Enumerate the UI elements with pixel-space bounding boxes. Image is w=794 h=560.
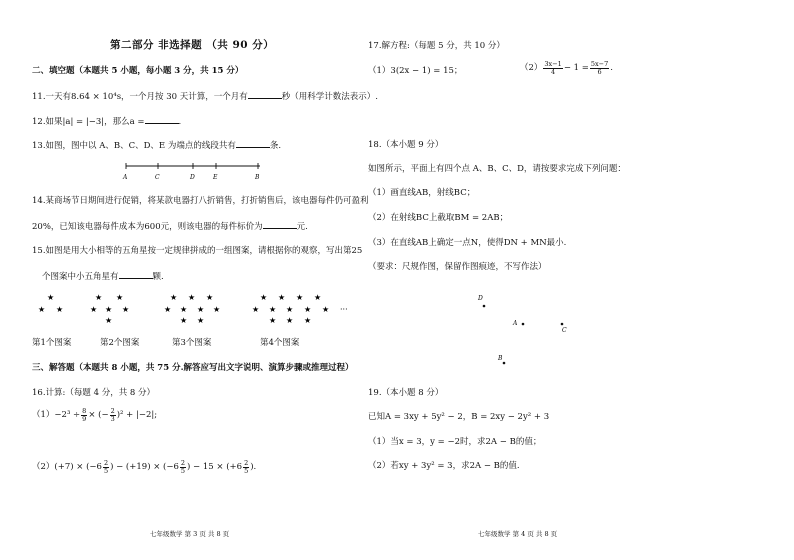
q16-1-mid: × (−: [88, 409, 109, 420]
fraction: $\frac{2}{5}$: [180, 459, 186, 475]
star-icon: ★: [38, 305, 46, 314]
star-patterns: [30, 290, 360, 330]
question-12-text-end: .: [178, 117, 182, 127]
star-icon: ★: [278, 293, 286, 302]
ellipsis: ···: [340, 305, 348, 314]
q16-2-text: ) − 15 × (+6: [187, 461, 243, 472]
point-label-a: A: [123, 174, 128, 180]
answer-section-heading: 三、解答题（本题共 8 小题，共 75 分.解答应写出文字说明、演算步骤或推理过程）: [32, 363, 354, 373]
point-label-a: A: [513, 320, 518, 327]
question-15-line1: 15.如图是用大小相等的五角星按一定规律拼成的一组图案，请根据你的观察，写出第25: [32, 246, 363, 256]
star-icon: ★: [269, 316, 277, 325]
question-14-text-end: 元.: [296, 222, 308, 232]
star-icon: ★: [322, 305, 330, 314]
star-icon: ★: [314, 293, 322, 302]
star-icon: ★: [269, 305, 277, 314]
question-18-note: （要求：尺规作图，保留作图痕迹，不写作法）: [368, 262, 547, 272]
fraction: $\frac{5x-7}{6}$: [590, 60, 609, 76]
answer-blank[interactable]: [248, 91, 282, 99]
question-16-part-1: [32, 408, 157, 422]
point-label-d: D: [190, 174, 195, 180]
right-page-footer: 七年级数学 第 4 页 共 8 页: [478, 530, 558, 538]
point-label-c: C: [562, 327, 567, 334]
star-icon: ★: [122, 305, 130, 314]
star-icon: ★: [56, 305, 64, 314]
fill-in-section-heading: 二、填空题（本题共 5 小题，每小题 3 分，共 15 分）: [32, 66, 244, 76]
question-13: [32, 140, 281, 152]
q16-1-prefix: （1）−2³ ÷: [32, 409, 81, 420]
question-11-text: 11.一天有8.64 × 10⁴s，一个月按 30 天计算，一个月有: [32, 92, 248, 102]
answer-blank[interactable]: [119, 271, 153, 279]
q16-1-suffix: )² + |−2|;: [116, 409, 158, 420]
point-c: [561, 323, 564, 326]
fraction: $\frac{2}{5}$: [244, 459, 249, 475]
star-icon: ★: [286, 305, 294, 314]
pattern-caption-3: 第3个图案: [172, 338, 212, 348]
star-icon: ★: [47, 293, 55, 302]
pattern-1: [38, 293, 63, 314]
question-15-text-end: 颗.: [152, 272, 164, 282]
star-icon: ★: [116, 293, 124, 302]
question-17-title: 17.解方程:（每题 5 分，共 10 分）: [368, 41, 505, 51]
part-title: 第二部分 非选择题 （共 90 分）: [110, 39, 275, 51]
star-icon: ★: [90, 305, 98, 314]
question-15-text: 个图案中小五角星有: [42, 272, 119, 282]
question-12: [32, 116, 181, 128]
question-18-item-1: （1）画直线AB，射线BC；: [368, 188, 476, 198]
star-icon: ★: [164, 305, 172, 314]
pattern-caption-1: 第1个图案: [32, 338, 72, 348]
answer-blank[interactable]: [236, 140, 270, 148]
q16-2-text: （2）(+7) × (−6: [32, 461, 102, 472]
point-a: [522, 323, 525, 326]
fraction: $\frac{2}{3}$: [110, 407, 115, 423]
point-label-c: C: [155, 174, 160, 180]
pattern-4: [252, 293, 329, 325]
question-19-item-2: （2）若xy + 3y² = 3，求2A − B的值.: [368, 461, 520, 471]
point-label-b: B: [498, 355, 503, 362]
star-icon: ★: [213, 305, 221, 314]
question-14-line1: 14.某商场节日期间进行促销，将某款电器打八折销售，打折销售后，该电器每件仍可盈利: [32, 196, 369, 206]
star-icon: ★: [206, 293, 214, 302]
q17-2-prefix: （2）: [520, 62, 543, 73]
question-16-title: 16.计算:（每题 4 分，共 8 分）: [32, 388, 156, 398]
question-14-line2: [32, 221, 308, 233]
q16-2-text: ) − (+19) × (−6: [110, 461, 179, 472]
point-label-e: E: [213, 174, 218, 180]
fraction: $\frac{2}{5}$: [103, 459, 109, 475]
fraction: $\frac{3x-1}{4}$: [544, 60, 562, 76]
star-icon: ★: [105, 305, 113, 314]
point-d: [483, 305, 486, 308]
star-icon: ★: [188, 293, 196, 302]
pattern-2: [90, 293, 129, 325]
star-icon: ★: [180, 305, 188, 314]
question-17-part-2: [520, 61, 613, 75]
question-14-text: 20%，已知该电器每件成本为600元，则该电器的每件标价为: [32, 222, 263, 232]
star-icon: ★: [260, 293, 268, 302]
question-15-line2: [42, 271, 164, 283]
q16-2-text: ).: [250, 461, 257, 472]
pattern-caption-4: 第4个图案: [260, 338, 300, 348]
star-icon: ★: [105, 316, 113, 325]
answer-blank[interactable]: [145, 116, 179, 124]
pattern-caption-2: 第2个图案: [100, 338, 140, 348]
question-11-text-end: 秒（用科学计数法表示）.: [281, 92, 378, 102]
question-18-title: 18.（本小题 9 分）: [368, 140, 444, 150]
star-icon: ★: [95, 293, 103, 302]
question-17-part-1: （1）3(2x − 1) = 15；: [368, 66, 463, 76]
question-18-item-3: （3）在直线AB上确定一点N，使得DN + MN最小.: [368, 238, 567, 248]
star-icon: ★: [180, 316, 188, 325]
point-label-b: B: [255, 174, 260, 180]
star-icon: ★: [304, 305, 312, 314]
question-19-title: 19.（本小题 8 分）: [368, 388, 444, 398]
question-12-text: 12.如果|a| = |−3|，那么a =: [32, 117, 145, 127]
question-18-intro: 如图所示，平面上有四个点 A、B、C、D，请按要求完成下列问题：: [368, 164, 626, 174]
star-icon: ★: [197, 305, 205, 314]
segment-diagram: [118, 158, 268, 180]
question-19-item-1: （1）当x = 3，y = −2时，求2A − B的值；: [368, 437, 542, 447]
q17-2-suffix: .: [610, 62, 613, 73]
points-diagram: [470, 290, 580, 370]
fraction: $\frac{8}{9}$: [82, 407, 87, 423]
question-13-text: 13.如图，图中以 A、B、C、D、E 为端点的线段共有: [32, 141, 236, 151]
point-label-d: D: [478, 295, 483, 302]
question-11: [32, 91, 378, 103]
point-b: [503, 362, 506, 365]
star-icon: ★: [170, 293, 178, 302]
left-page-footer: 七年级数学 第 3 页 共 8 页: [150, 530, 230, 538]
question-16-part-2: [32, 460, 256, 474]
star-icon: ★: [296, 293, 304, 302]
star-icon: ★: [286, 316, 294, 325]
question-18-item-2: （2）在射线BC上截取BM = 2AB；: [368, 213, 509, 223]
pattern-3: [164, 293, 220, 325]
star-icon: ★: [304, 316, 312, 325]
answer-blank[interactable]: [263, 221, 297, 229]
star-icon: ★: [252, 305, 260, 314]
q17-2-mid: − 1 =: [563, 62, 589, 73]
question-19-given: 已知A = 3xy + 5y² − 2，B = 2xy − 2y² + 3: [368, 412, 550, 422]
question-13-text-end: 条.: [269, 141, 282, 151]
star-icon: ★: [197, 316, 205, 325]
